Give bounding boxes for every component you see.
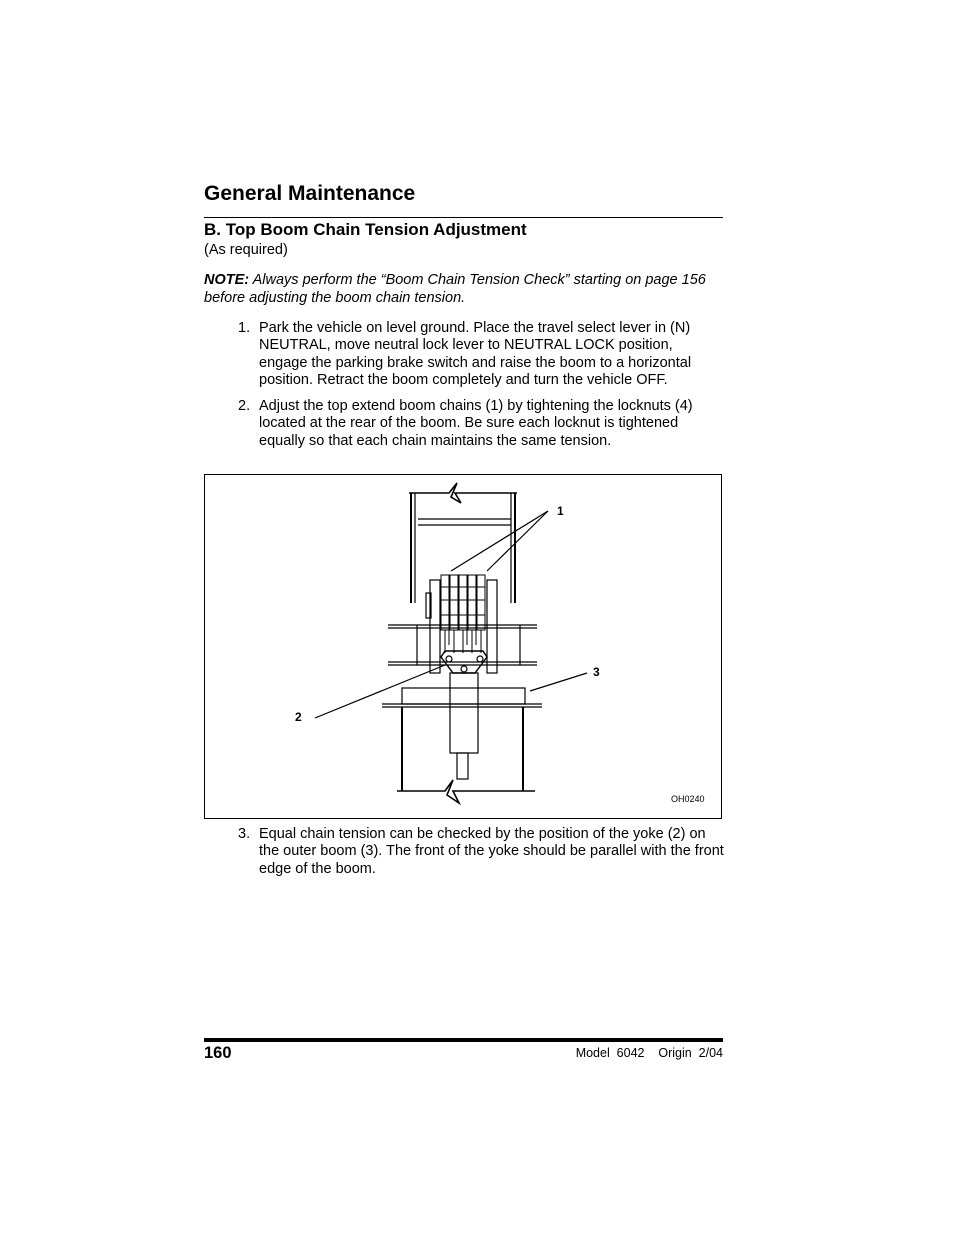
boom-chain-illustration <box>205 475 721 818</box>
leader-line-3 <box>530 673 587 691</box>
top-break-line <box>409 483 517 503</box>
chain-bracket-right <box>487 580 497 673</box>
footer-divider <box>204 1038 723 1042</box>
subsection-title: B. Top Boom Chain Tension Adjustment <box>204 220 527 239</box>
step-number: 3. <box>238 826 251 842</box>
footer-model-origin: Model 6042 Origin 2/04 <box>575 1046 723 1060</box>
step-text: Adjust the top extend boom chains (1) by tightening the locknuts (4) located at the rear of the boom. Be sure each locknut is tightened equally so that each chain maintains the same tension. <box>259 398 693 449</box>
step-text: Equal chain tension can be checked by the position of the yoke (2) on the outer boom (3). The front of the yoke should be parallel with the front edge of the boom. <box>259 826 724 877</box>
callout-3: 3 <box>593 665 600 679</box>
step-number: 2. <box>238 398 251 414</box>
section-title: General Maintenance <box>204 182 416 205</box>
leader-line-2 <box>315 665 445 718</box>
leader-line-1a <box>451 511 548 571</box>
boom-chain-figure <box>204 474 722 819</box>
note-label: NOTE: <box>204 272 250 288</box>
chain-plates <box>441 575 485 653</box>
page-number: 160 <box>204 1044 232 1062</box>
leader-line-1b <box>487 511 548 571</box>
callout-1: 1 <box>557 504 564 518</box>
note-paragraph <box>204 271 724 307</box>
cylinder-body <box>450 673 478 753</box>
step-number: 1. <box>238 320 251 336</box>
bottom-break-line <box>397 780 535 803</box>
cylinder-rod <box>457 753 468 779</box>
figure-code: OH0240 <box>671 794 705 804</box>
step-text: Park the vehicle on level ground. Place the travel select lever in (N) NEUTRAL, move neutral lock lever to NEUTRAL LOCK position, engage the parking brake switch and raise the boom to a horizontal position. Retract the boom completely and turn the vehicle OFF. <box>259 320 692 388</box>
outer-boom-front <box>402 688 525 704</box>
callout-2: 2 <box>295 710 302 724</box>
title-divider <box>204 217 723 218</box>
frequency-note: (As required) <box>204 242 288 258</box>
note-text: Always perform the “Boom Chain Tension Check” starting on page 156 before adjusting the boom chain tension. <box>204 272 706 306</box>
